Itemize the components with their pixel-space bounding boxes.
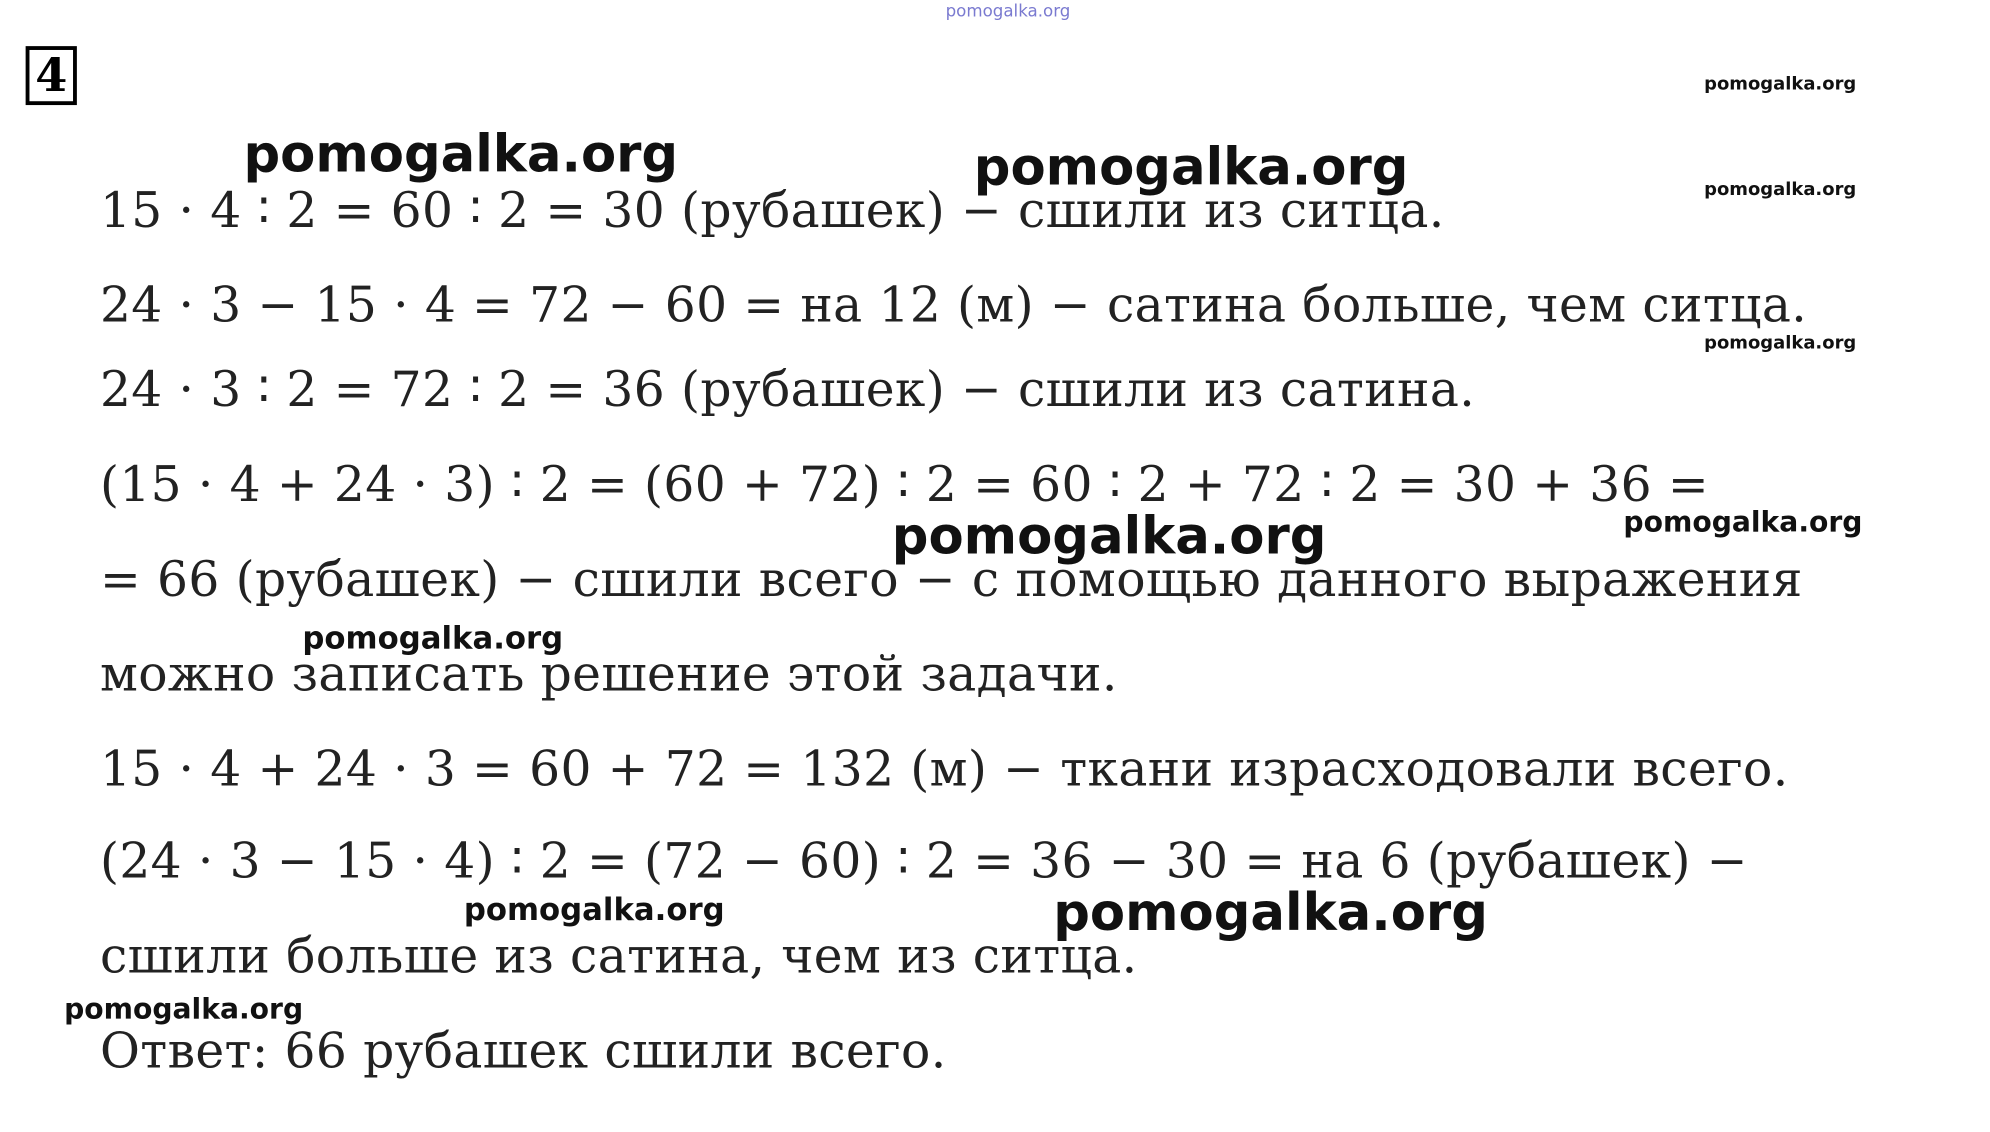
solution-line-3: 24 · 3 ∶ 2 = 72 ∶ 2 = 36 (рубашек) − сшили из сатина. — [99, 361, 1476, 418]
watermark-big-center: pomogalka.org — [973, 138, 1409, 198]
watermark-right-1: pomogalka.org — [1704, 74, 1857, 95]
watermark-right-2: pomogalka.org — [1704, 179, 1857, 200]
solution-line-4: (15 · 4 + 24 · 3) ∶ 2 = (60 + 72) ∶ 2 = 60 ∶ 2 + 72 ∶ 2 = 30 + 36 = — [99, 456, 1710, 513]
watermark-big-left: pomogalka.org — [243, 125, 679, 185]
watermark-right-4: pomogalka.org — [1623, 507, 1863, 540]
watermark-big-mid: pomogalka.org — [891, 507, 1327, 567]
watermark-big-lower: pomogalka.org — [1053, 884, 1488, 944]
solution-line-9: сшили больше из сатина, чем из ситца. — [99, 927, 1138, 985]
solution-line-7: 15 · 4 + 24 · 3 = 60 + 72 = 132 (м) − ткани израсходовали всего. — [99, 740, 1789, 797]
watermark-mid-left: pomogalka.org — [302, 620, 564, 657]
solution-line-6: можно записать решение этой задачи. — [99, 645, 1118, 703]
watermark-right-3: pomogalka.org — [1704, 333, 1857, 354]
solution-line-1: 15 · 4 ∶ 2 = 60 ∶ 2 = 30 (рубашек) − сшили из ситца. — [99, 181, 1445, 239]
answer-line: Ответ: 66 рубашек сшили всего. — [99, 1022, 947, 1079]
watermark-bottom-left: pomogalka.org — [64, 994, 304, 1027]
solution-line-2: 24 · 3 − 15 · 4 = 72 − 60 = на 12 (м) − сатина больше, чем ситца. — [99, 276, 1808, 334]
task-number-box: 4 — [26, 46, 77, 105]
watermark-top: pomogalka.org — [945, 2, 1071, 22]
watermark-mid-lower: pomogalka.org — [463, 891, 725, 928]
solution-line-5: = 66 (рубашек) − сшили всего − с помощью данного выражения — [99, 550, 1803, 608]
solution-line-8: (24 · 3 − 15 · 4) ∶ 2 = (72 − 60) ∶ 2 = 36 − 30 = на 6 (рубашек) − — [99, 832, 1748, 890]
